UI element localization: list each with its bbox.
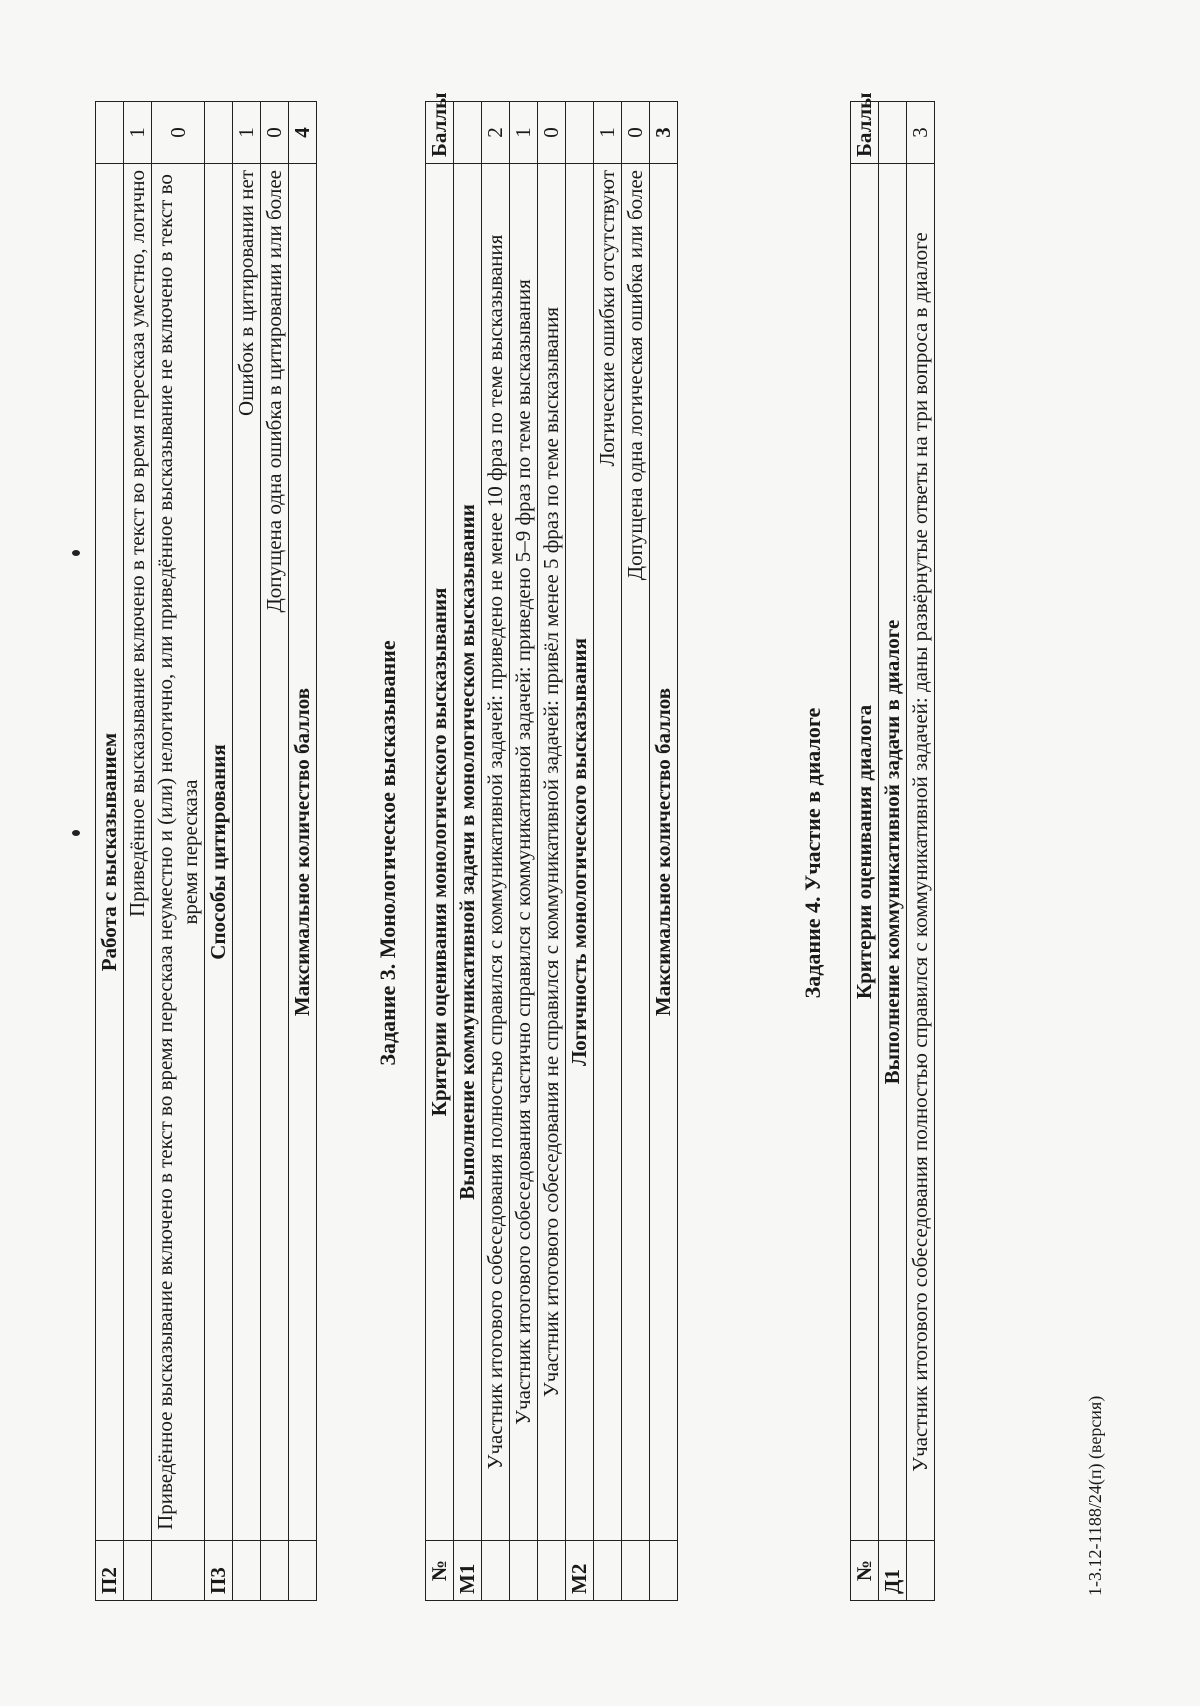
criterion-number [233,1541,261,1601]
table-row [96,102,124,1601]
criterion-points [879,102,907,164]
table-row [510,102,538,1601]
col-points-header: Баллы [851,102,879,164]
table-dialogue-criteria [850,92,935,1601]
criterion-points: 1 [124,102,152,164]
col-points-header: Баллы [426,102,454,164]
table-row [482,102,510,1601]
max-points-label: Максимальное количество баллов [289,164,317,1541]
criterion-number [482,1541,510,1601]
ink-blot [72,830,80,836]
criterion-description: Участник итогового собеседования не справился с коммуникативной задачей: привёл менее 5 фраз по теме высказывания [538,164,566,1541]
max-points-label: Максимальное количество баллов [650,164,678,1541]
table-row [233,102,261,1601]
criterion-points: 1 [510,102,538,164]
col-criteria-header: Критерии оценивания диалога [851,164,879,1541]
col-criteria-header: Критерии оценивания монологического высказывания [426,164,454,1541]
criterion-title: Логичность монологического высказывания [566,164,594,1541]
document-code-footer: 1-3.12-1188/24(п) (версия) [1085,1395,1105,1596]
table-row [650,102,678,1601]
table-header-row [426,102,454,1601]
criterion-title: Работа с высказыванием [96,164,124,1541]
criterion-title: Способы цитирования [205,164,233,1541]
table-row [261,102,289,1601]
table-row [879,102,907,1601]
table-row [538,102,566,1601]
criterion-description: Участник итогового собеседования полностью справился с коммуникативной задачей: приведено не менее 10 фраз по теме высказывания [482,164,510,1541]
table-row [907,102,935,1601]
criterion-points: 0 [261,102,289,164]
criterion-number [510,1541,538,1601]
criterion-description: Ошибок в цитировании нет [233,164,261,1541]
criterion-description: Участник итогового собеседования частично справился с коммуникативной задачей: приведено 5–9 фраз по теме высказывания [510,164,538,1541]
criterion-title: Выполнение коммуникативной задачи в диалоге [879,164,907,1541]
criterion-number [152,1541,205,1601]
table-row [152,102,205,1601]
criterion-number: Д1 [879,1541,907,1601]
col-num-header: № [851,1541,879,1601]
criterion-description: Приведённое высказывание включено в текст во время пересказа уместно, логично [124,164,152,1541]
criterion-number: М2 [566,1541,594,1601]
ink-blot [72,550,80,556]
criterion-number: П2 [96,1541,124,1601]
table-row [594,102,622,1601]
criterion-number [650,1541,678,1601]
criterion-points: 1 [233,102,261,164]
criterion-points [566,102,594,164]
criterion-number [538,1541,566,1601]
criterion-title: Выполнение коммуникативной задачи в монологическом высказывании [454,164,482,1541]
col-num-header: № [426,1541,454,1601]
criterion-points: 0 [538,102,566,164]
table-retelling-criteria [95,101,317,1601]
criterion-points: 3 [907,102,935,164]
criterion-points: 2 [482,102,510,164]
criterion-points [96,102,124,164]
criterion-points: 0 [152,102,205,164]
table-monologue-criteria [425,92,678,1601]
table-header-row [851,102,879,1601]
criterion-points: 0 [622,102,650,164]
criterion-points: 1 [594,102,622,164]
criterion-points [205,102,233,164]
table-row [622,102,650,1601]
criterion-description: Логические ошибки отсутствуют [594,164,622,1541]
criterion-description: Допущена одна логическая ошибка или более [622,164,650,1541]
table-row [124,102,152,1601]
task4-heading: Задание 4. Участие в диалоге [800,707,825,999]
criterion-description: Допущена одна ошибка в цитировании или более [261,164,289,1541]
criterion-number [907,1541,935,1601]
criterion-number [124,1541,152,1601]
criterion-description: Приведённое высказывание включено в текст во время пересказа неуместно и (или) нелогично, или приведённое высказывание не включено в текст во время пересказа [152,164,205,1541]
table-row [454,102,482,1601]
criterion-description: Участник итогового собеседования полностью справился с коммуникативной задачей: даны развёрнутые ответы на три вопроса в диалоге [907,164,935,1541]
criterion-number [261,1541,289,1601]
task3-heading: Задание 3. Монологическое высказывание [375,640,400,1066]
table-row [566,102,594,1601]
table-row [289,102,317,1601]
criterion-number [594,1541,622,1601]
criterion-number [622,1541,650,1601]
criterion-number: П3 [205,1541,233,1601]
table-row [205,102,233,1601]
criterion-number: М1 [454,1541,482,1601]
criterion-points [454,102,482,164]
criterion-number [289,1541,317,1601]
criterion-points: 3 [650,102,678,164]
criterion-points: 4 [289,102,317,164]
